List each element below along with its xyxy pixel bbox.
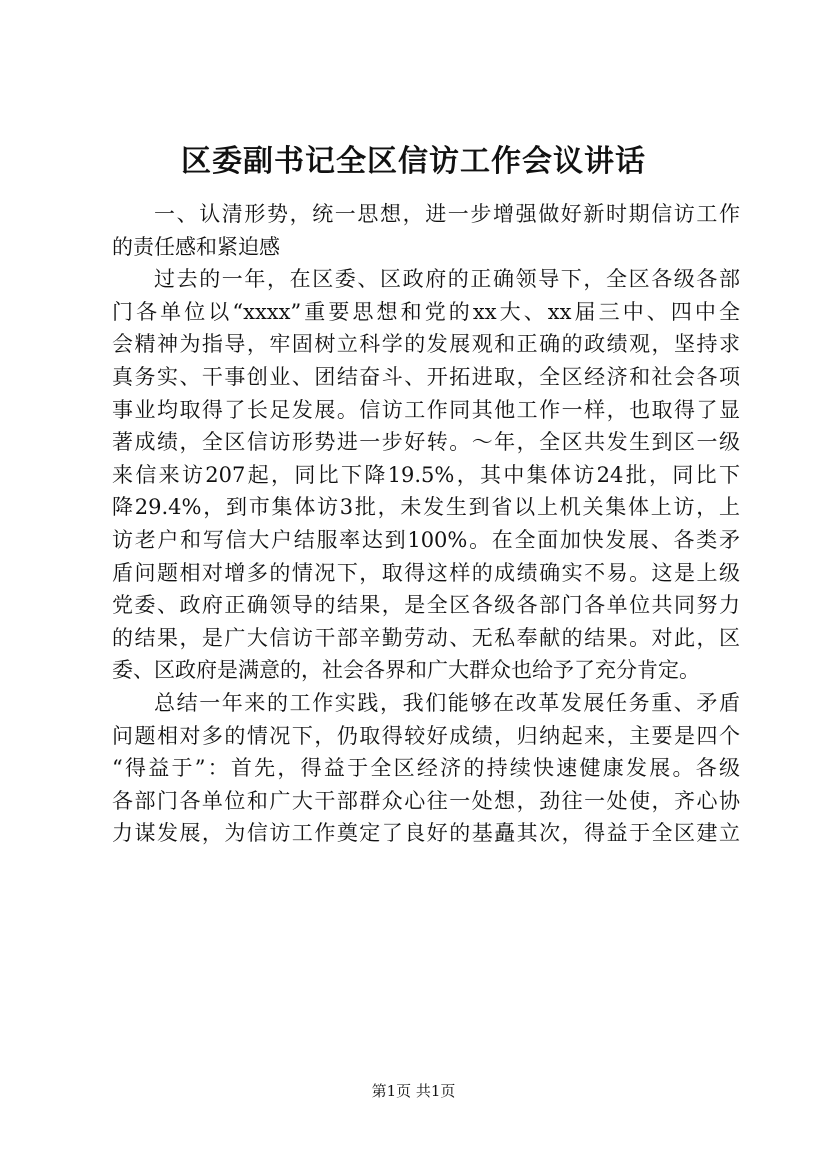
paragraph-line: “得益于”：首先，得益于全区经济的持续快速健康发展。各级 bbox=[112, 756, 740, 781]
paragraph-line: 的结果，是广大信访干部辛勤劳动、无私奉献的结果。对此，区 bbox=[112, 625, 740, 650]
paragraph-line: 各部门各单位和广大干部群众心往一处想，劲往一处使，齐心协 bbox=[112, 788, 740, 813]
heading-line: 的责任感和紧迫感 bbox=[112, 234, 280, 259]
heading-line: 一、认清形势，统一思想，进一步增强做好新时期信访工作 bbox=[154, 202, 740, 226]
paragraph-line: 总结一年来的工作实践，我们能够在改革发展任务重、矛盾 bbox=[154, 690, 740, 715]
paragraph-line: 问题相对多的情况下，仍取得较好成绩，归纳起来，主要是四个 bbox=[112, 723, 740, 748]
paragraph-line: 委、区政府是满意的，社会各界和广大群众也给予了充分肯定。 bbox=[112, 658, 700, 683]
paragraph-line: 过去的一年，在区委、区政府的正确领导下，全区各级各部 bbox=[154, 267, 740, 292]
paragraph-line: 真务实、干事创业、团结奋斗、开拓进取，全区经济和社会各项 bbox=[112, 364, 740, 389]
document-body bbox=[112, 198, 740, 850]
paragraph-line: 降29.4%，到市集体访3批，未发生到省以上机关集体上访，上 bbox=[112, 495, 740, 520]
paragraph-line: 访老户和写信大户结服率达到100%。在全面加快发展、各类矛 bbox=[112, 527, 740, 552]
paragraph-line: 著成绩，全区信访形势进一步好转。～年，全区共发生到区一级 bbox=[112, 430, 740, 455]
paragraph-line: 事业均取得了长足发展。信访工作同其他工作一样，也取得了显 bbox=[112, 397, 740, 422]
page-number-footer: 第1页 共1页 bbox=[371, 1082, 456, 1100]
paragraph-line: 门各单位以“xxxx”重要思想和党的xx大、xx届三中、四中全 bbox=[112, 299, 740, 324]
paragraph-line: 来信来访207起，同比下降19.5%，其中集体访24批，同比下 bbox=[112, 462, 740, 487]
paragraph-line: 盾问题相对增多的情况下，取得这样的成绩确实不易。这是上级 bbox=[112, 560, 740, 585]
paragraph-line: 力谋发展，为信访工作奠定了良好的基矗其次，得益于全区建立 bbox=[112, 821, 740, 846]
paragraph-line: 党委、政府正确领导的结果，是全区各级各部门各单位共同努力 bbox=[112, 593, 740, 618]
paragraph-line: 会精神为指导，牢固树立科学的发展观和正确的政绩观，坚持求 bbox=[112, 332, 740, 357]
document-title: 区委副书记全区信访工作会议讲话 bbox=[181, 144, 646, 179]
